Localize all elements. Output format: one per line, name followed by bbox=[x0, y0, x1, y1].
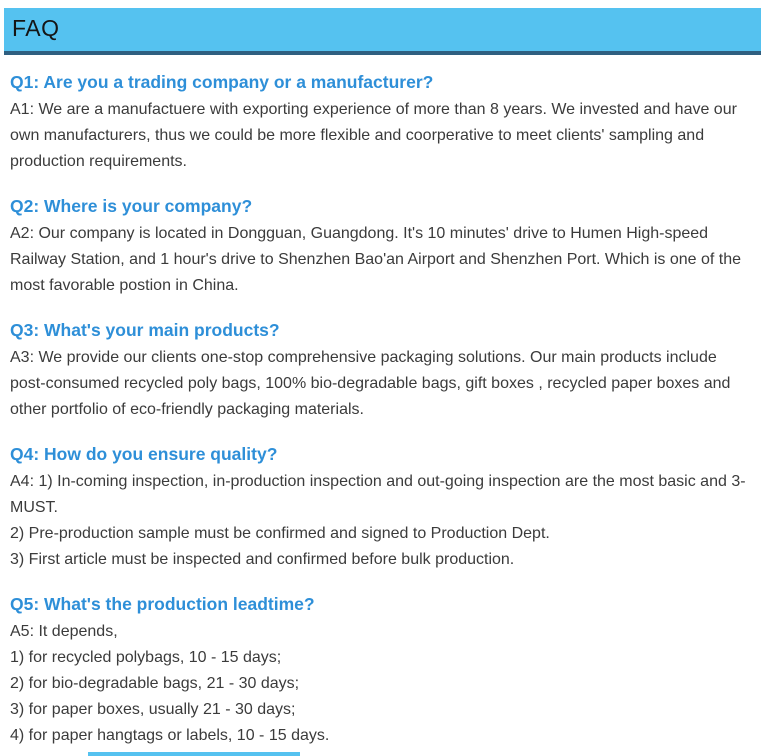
answer-line: A4: 1) In-coming inspection, in-production inspection and out-going inspection are the most basic and 3-MUST. bbox=[10, 473, 746, 516]
answer-line: A3: We provide our clients one-stop comprehensive packaging solutions. Our main products include post-consumed recycled poly bags, 100% bio-degradable bags, gift boxes , recycled paper boxes and other portfolio of eco-friendly packaging materials. bbox=[10, 349, 731, 418]
faq-content bbox=[0, 71, 765, 749]
faq-answer bbox=[10, 469, 751, 573]
answer-line: 3) for paper boxes, usually 21 - 30 days; bbox=[10, 701, 296, 718]
faq-answer bbox=[10, 221, 751, 299]
faq-question: Q1: Are you a trading company or a manufacturer? bbox=[10, 72, 434, 92]
faq-item bbox=[10, 319, 751, 423]
answer-line: 4) for paper hangtags or labels, 10 - 15 days. bbox=[10, 727, 330, 744]
faq-question: Q4: How do you ensure quality? bbox=[10, 444, 278, 464]
page-title: FAQ bbox=[12, 15, 60, 41]
faq-item bbox=[10, 593, 751, 749]
faq-section-header bbox=[4, 8, 761, 55]
faq-item bbox=[10, 443, 751, 573]
faq-question: Q5: What's the production leadtime? bbox=[10, 594, 315, 614]
faq-answer bbox=[10, 97, 751, 175]
answer-line: A1: We are a manufactuere with exporting experience of more than 8 years. We invested and have our own manufacturers, thus we could be more flexible and coorperative to meet clients' sampling and production requirements. bbox=[10, 101, 737, 170]
faq-item bbox=[10, 71, 751, 175]
answer-line: 2) for bio-degradable bags, 21 - 30 days; bbox=[10, 675, 300, 692]
answer-line: 2) Pre-production sample must be confirmed and signed to Production Dept. bbox=[10, 525, 550, 542]
answer-line: A2: Our company is located in Dongguan, Guangdong. It's 10 minutes' drive to Humen High-speed Railway Station, and 1 hour's drive to Shenzhen Bao'an Airport and Shenzhen Port. Which is one of the most favorable postion in China. bbox=[10, 225, 741, 294]
faq-question: Q3: What's your main products? bbox=[10, 320, 280, 340]
next-section-header-sliver bbox=[88, 752, 300, 756]
faq-answer bbox=[10, 619, 751, 749]
answer-line: 3) First article must be inspected and confirmed before bulk production. bbox=[10, 551, 515, 568]
faq-item bbox=[10, 195, 751, 299]
answer-line: 1) for recycled polybags, 10 - 15 days; bbox=[10, 649, 282, 666]
faq-answer bbox=[10, 345, 751, 423]
faq-question: Q2: Where is your company? bbox=[10, 196, 253, 216]
answer-line: A5: It depends, bbox=[10, 623, 118, 640]
